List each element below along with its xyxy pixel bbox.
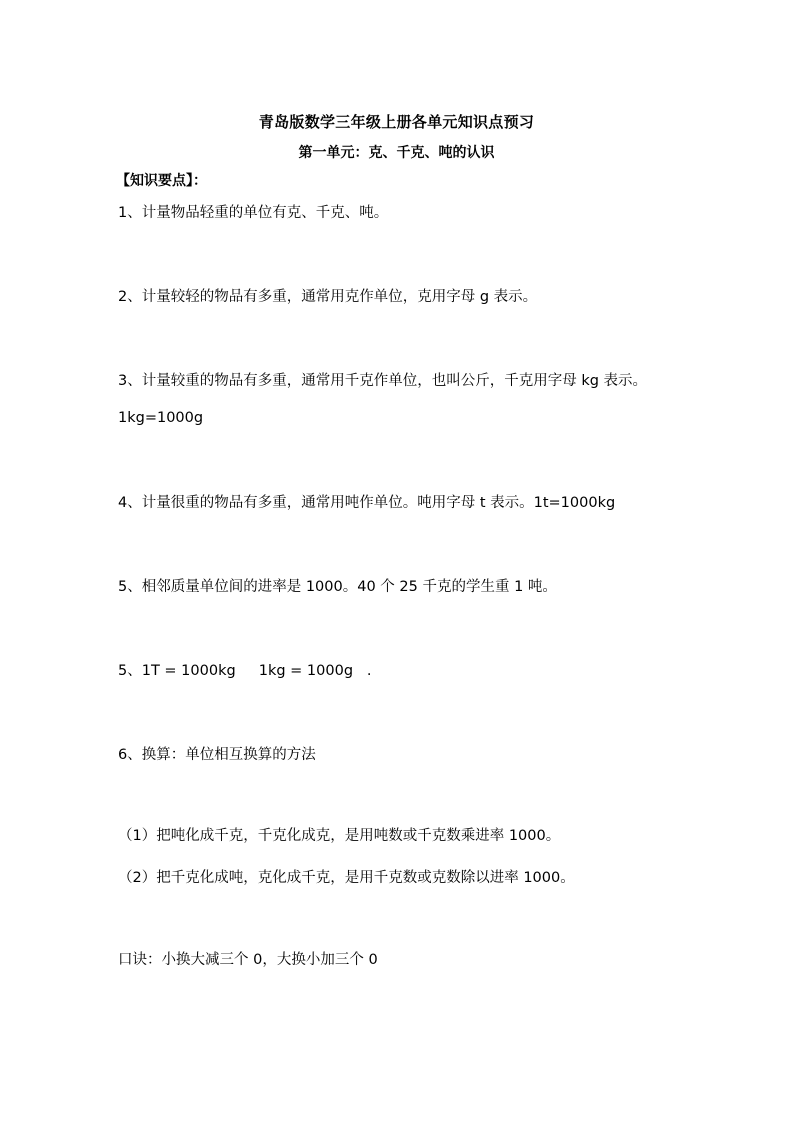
point-5: 5、相邻质量单位间的进率是 1000。40 个 25 千克的学生重 1 吨。 bbox=[118, 579, 557, 595]
point-4: 4、计量很重的物品有多重，通常用吨作单位。吨用字母 t 表示。1t=1000kg bbox=[118, 495, 616, 511]
point-3-formula: 1kg=1000g bbox=[118, 410, 204, 426]
point-6-rule-2: （2）把千克化成吨，克化成千克，是用千克数或克数除以进率 1000。 bbox=[118, 870, 575, 886]
document-title: 青岛版数学三年级上册各单元知识点预习 bbox=[258, 113, 535, 131]
point-2: 2、计量较轻的物品有多重，通常用克作单位，克用字母 g 表示。 bbox=[118, 289, 538, 305]
point-1: 1、计量物品轻重的单位有克、千克、吨。 bbox=[118, 205, 389, 221]
mnemonic: 口诀：小换大减三个 0，大换小加三个 0 bbox=[118, 952, 378, 968]
point-3: 3、计量较重的物品有多重，通常用千克作单位，也叫公斤，千克用字母 kg 表示。 bbox=[118, 373, 648, 389]
unit-subtitle: 第一单元：克、千克、吨的认识 bbox=[298, 145, 495, 161]
section-label: 【知识要点】： bbox=[116, 173, 207, 189]
point-6: 6、换算：单位相互换算的方法 bbox=[118, 747, 316, 763]
point-6-rule-1: （1）把吨化成千克，千克化成克，是用吨数或千克数乘进率 1000。 bbox=[118, 828, 561, 844]
point-5-conversion: 5、1T = 1000kg 1kg = 1000g . bbox=[118, 663, 372, 679]
